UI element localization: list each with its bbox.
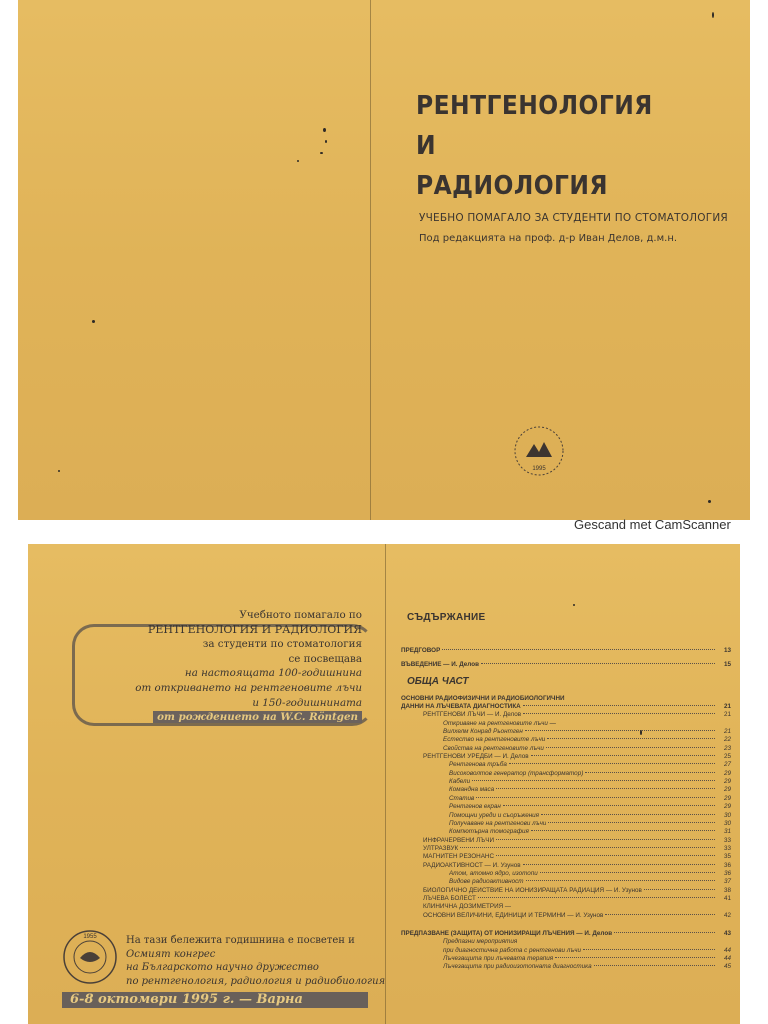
toc-entry: Статив 29 <box>449 794 731 802</box>
cover-scan <box>18 0 750 520</box>
dedication-line: за студенти по стоматология <box>202 638 362 651</box>
toc-entry: Рентгенова тръба 27 <box>449 761 731 769</box>
cover-subtitle: УЧЕБНО ПОМАГАЛО ЗА СТУДЕНТИ ПО СТОМАТОЛОГИЯ <box>419 212 728 224</box>
cover-title-line: РАДИОЛОГИЯ <box>416 171 608 201</box>
dedication-line: РЕНТГЕНОЛОГИЯ И РАДИОЛОГИЯ <box>147 622 362 636</box>
toc-entry: Предпазни мероприятия <box>443 938 518 946</box>
table-of-contents <box>401 612 731 972</box>
scan-speck <box>640 730 642 735</box>
toc-entry: МАГНИТЕН РЕЗОНАНС 35 <box>423 853 731 861</box>
dedication-text <box>135 608 362 725</box>
scan-speck <box>323 128 326 132</box>
emblem-year: 1955 <box>83 934 97 940</box>
toc-entry: УЛТРАЗВУК 33 <box>423 844 731 852</box>
congress-line: Осмият конгрес <box>126 948 216 960</box>
congress-line: по рентгенология, радиология и радиобиология <box>126 975 386 987</box>
congress-line: на Българското научно дружество <box>126 962 319 974</box>
toc-entry: РЕНТГЕНОВИ ЛЪЧИ — И. Делов 21 <box>423 711 731 719</box>
congress-date: 6-8 октомври 1995 г. — Варна <box>62 992 368 1008</box>
scan-speck <box>325 140 327 143</box>
publisher-seal-icon <box>512 424 566 478</box>
toc-entry: Рентгенов екран 29 <box>449 803 731 811</box>
toc-entry: РЕНТГЕНОВИ УРЕДБИ — И. Делов 25 <box>423 753 731 761</box>
toc-part-title: ОБЩА ЧАСТ <box>407 675 469 687</box>
toc-entry: ИНФРАЧЕРВЕНИ ЛЪЧИ 33 <box>423 836 731 844</box>
toc-entry: ПРЕДПАЗВАНЕ (ЗАЩИТА) ОТ ЙОНИЗИРАЩИ ЛЪЧЕНИЯ — И. Делов 43 <box>401 929 731 937</box>
scan-speck <box>320 152 323 154</box>
toc-entry: Свойства на рентгеновите лъчи 23 <box>443 744 731 752</box>
cover-title-line: РЕНТГЕНОЛОГИЯ <box>416 91 653 121</box>
page-fold-line <box>370 0 371 520</box>
toc-entry: ВЪВЕДЕНИЕ — И. Делов 15 <box>401 661 731 669</box>
toc-entry: ДАННИ НА ЛЪЧЕВАТА ДИАГНОСТИКА 21 <box>401 703 731 711</box>
toc-entry: Лъчезащита при радиоизотопната диагностика 45 <box>443 963 731 971</box>
toc-entry: КЛИНИЧНА ДОЗИМЕТРИЯ — <box>423 903 512 911</box>
toc-entry: Естество на рентгеновите лъчи 22 <box>443 736 731 744</box>
toc-entry: Високоволтов генератор (трансформатор) 29 <box>449 769 731 777</box>
society-emblem-icon <box>60 928 120 986</box>
contents-scan <box>28 544 740 1024</box>
cover-editor: Под редакцията на проф. д-р Иван Делов, д.м.н. <box>419 233 678 244</box>
toc-entry: при диагностична работа с рентгенови лъчи 44 <box>443 946 731 954</box>
dedication-line: Учебното помагало по <box>239 609 362 621</box>
scan-speck <box>297 160 299 162</box>
cover-title-line: И <box>416 131 437 161</box>
toc-entry: Командна маса 29 <box>449 786 731 794</box>
scan-speck <box>92 320 95 323</box>
scan-speck <box>708 500 711 503</box>
toc-entry: Видове радиоактивност 37 <box>449 878 731 886</box>
cover-title <box>416 86 653 206</box>
toc-entry: Получаване на рентгенови лъчи 30 <box>449 819 731 827</box>
toc-entry: ПРЕДГОВОР 13 <box>401 647 731 654</box>
toc-entry: Компютърна томография 31 <box>449 828 731 836</box>
dedication-line: и 150-годишнината <box>252 696 362 709</box>
toc-entry: Вилхелм Конрад Рьонтген 21 <box>443 728 731 736</box>
toc-entry: ОСНОВНИ РАДИОФИЗИЧНИ И РАДИОБИОЛОГИЧНИ <box>401 694 565 702</box>
scan-speck <box>573 604 575 606</box>
toc-entry: Откриване на рентгеновите лъчи — <box>443 719 556 727</box>
toc-entry: БИОЛОГИЧНО ДЕЙСТВИЕ НА ЙОНИЗИРАЩАТА РАДИАЦИЯ — И. Узунов 38 <box>423 886 731 894</box>
dedication-line: от рождението на W.C. Röntgen <box>153 711 362 723</box>
toc-list <box>401 703 731 972</box>
scanner-watermark: Gescand met CamScanner <box>574 517 731 532</box>
congress-line: На тази бележита годишнина е посветен и <box>126 935 355 946</box>
toc-entry: Помощни уреди и съоръжения 30 <box>449 811 731 819</box>
dedication-line: на настоящата 100-годишнина <box>184 667 362 680</box>
dedication-line: се посвещава <box>288 652 362 665</box>
toc-heading: СЪДЪРЖАНИЕ <box>407 612 486 623</box>
scan-speck <box>58 470 60 472</box>
toc-entry: ЛЪЧЕВА БОЛЕСТ 41 <box>423 894 731 902</box>
seal-year: 1995 <box>532 466 546 472</box>
scan-speck <box>712 12 714 18</box>
toc-entry: РАДИОАКТИВНОСТ — И. Узунов 36 <box>423 861 731 869</box>
toc-entry: Атом, атомно ядро, изотопи 36 <box>449 869 731 877</box>
toc-entry: ОСНОВНИ ВЕЛИЧИНИ, ЕДИНИЦИ И ТЕРМИНИ — И. Узунов 42 <box>423 911 731 919</box>
dedication-line: от откриването на рентгеновите лъчи <box>135 681 362 694</box>
toc-entry: Кабели 29 <box>449 778 731 786</box>
toc-entry: Лъчезащита при лъчевата терапия 44 <box>443 955 731 962</box>
